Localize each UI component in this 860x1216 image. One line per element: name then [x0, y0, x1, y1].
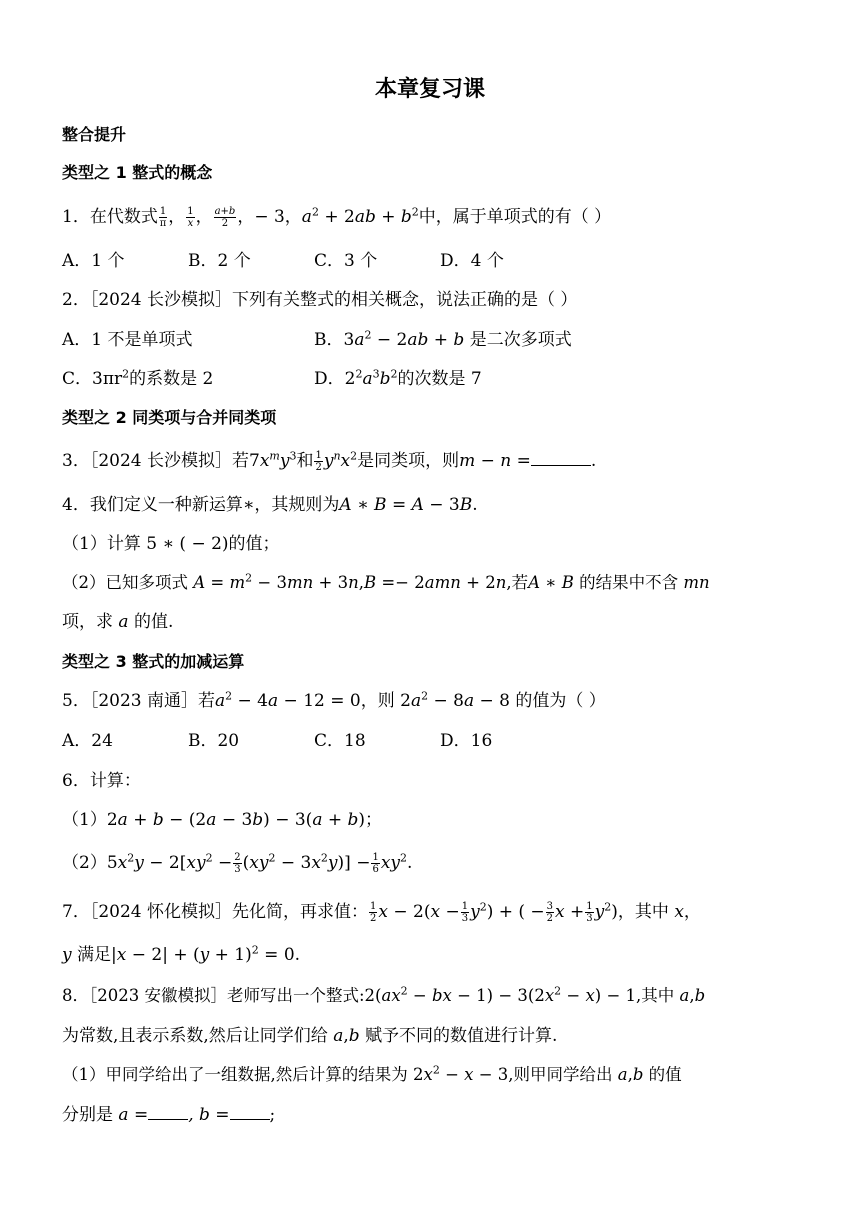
question-1-options	[62, 246, 820, 276]
option-d: D．16	[440, 731, 493, 751]
type1-heading: 类型之 1 整式的概念	[62, 163, 213, 182]
option-a: A．1 个	[62, 251, 125, 271]
option-c: C．18	[314, 731, 366, 751]
question-7-cont: y 满足$|x - 2| + (y + 1)^2 = 0$.	[62, 943, 301, 965]
option-d: D．4 个	[440, 251, 504, 271]
question-7: 7．［2024 怀化模拟］先化简，再求值： $\frac{1}{2}$ x − 2(x − $\frac{1}{3}$ $y^2$) + ( − $\frac{3}{2}$ x + $\frac{1}{3}$ $y^2$)，其中 x，	[62, 900, 701, 924]
option-b: B．20	[188, 731, 240, 751]
option-d: D．$2^2a^3b^2$的次数是 7	[314, 367, 482, 389]
question-4-part-1: （1）计算 5 ∗ ( − 2)的值；	[62, 534, 280, 554]
question-4-part-2-cont: 项，求 a 的值.	[62, 612, 174, 632]
question-2-options-ab	[62, 325, 820, 355]
question-1: 1．在代数式 $\frac{1}{\pi}$ ， $\frac{1}{x}$ ， $\frac{a+b}{2}$ ，− 3，$a^2 + 2ab + b^2$中，属于单项式的有（ ）	[62, 205, 612, 229]
option-b: B．2 个	[188, 251, 251, 271]
option-a: A．24	[62, 731, 113, 751]
question-6: 6．计算：	[62, 771, 141, 791]
question-3: 3．［2024 长沙模拟］若$7x^my^3$和 $\frac{1}{2}$ $y^nx^2$是同类项，则m − n = .	[62, 446, 820, 476]
question-5-options	[62, 726, 820, 756]
question-2: 2．［2024 长沙模拟］下列有关整式的相关概念，说法正确的是（ ）	[62, 290, 578, 310]
question-5: 5．［2023 南通］若$a^2 - 4a - 12 = 0$，则 $2a^2 - 8a - 8$ 的值为（ ）	[62, 689, 606, 711]
question-2-options-cd	[62, 364, 820, 394]
question-6-part-1: （1）2a + b − (2a − 3b) − 3(a + b)；	[62, 810, 383, 830]
question-8-cont: 为常数,且表示系数,然后让同学们给 a,b 赋予不同的数值进行计算.	[62, 1026, 558, 1046]
option-b: B．$3a^2 - 2ab + b$ 是二次多项式	[314, 328, 572, 350]
question-8: 8．［2023 安徽模拟］老师写出一个整式$:2(ax^2$ − bx − $1) - 3(2x^2 - x) - 1$,其中 a,b	[62, 984, 706, 1005]
section-heading: 整合提升	[62, 125, 127, 144]
option-c: C．3 个	[314, 251, 378, 271]
type3-heading: 类型之 3 整式的加减运算	[62, 652, 245, 671]
page-title: 本章复习课	[374, 77, 485, 102]
option-a: A．1 不是单项式	[62, 330, 193, 350]
question-6-part-2: $(2)5x^2y - 2[xy^2$ − $\frac{2}{3}$ $(xy^2 - 3x^2y)$] − $\frac{1}{6}$ $xy^2$.	[62, 851, 413, 875]
question-8-part-1: （1）甲同学给出了一组数据,然后计算的结果为 $2x^2 - x - 3$,则甲同学给出 a,b 的值	[62, 1063, 682, 1084]
option-c: C．$3\pi r^2$的系数是 2	[62, 367, 214, 389]
question-4-part-2: （2）已知多项式 $A = m^2 - 3mn + 3n,B =- 2amn + 2n$,若A ∗ B 的结果中不含 mn	[62, 571, 710, 592]
question-4: 4．我们定义一种新运算∗，其规则为A ∗ B = A − 3B.	[62, 495, 478, 515]
type2-heading: 类型之 2 同类项与合并同类项	[62, 408, 277, 427]
question-8-part-1-cont: 分别是 a = , b = ;	[62, 1100, 820, 1130]
